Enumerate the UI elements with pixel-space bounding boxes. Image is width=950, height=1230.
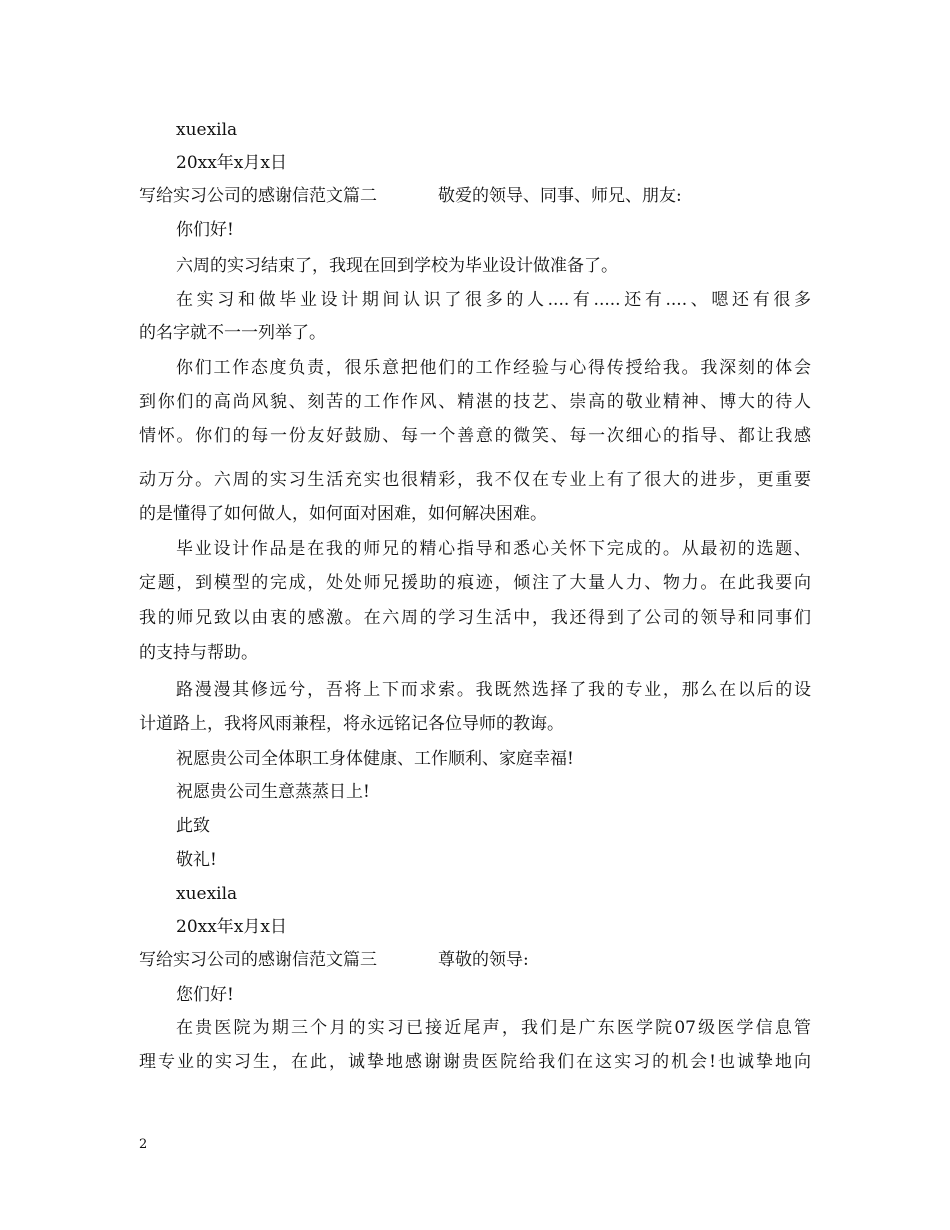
paragraph-line: 路漫漫其修远兮，吾将上下而求索。我既然选择了我的专业，那么在以后的设 <box>176 680 811 700</box>
paragraph-line: 动万分。六周的实习生活充实也很精彩，我不仅在专业上有了很大的进步，更重要 <box>139 470 811 490</box>
wish-line: 祝愿贵公司生意蒸蒸日上! <box>176 782 370 802</box>
paragraph-line: 的是懂得了如何做人，如何面对困难，如何解决困难。 <box>139 504 547 524</box>
paragraph-line: 情怀。你们的每一份友好鼓励、每一个善意的微笑、每一次细心的指导、都让我感 <box>139 426 811 446</box>
greeting: 您们好! <box>176 985 234 1005</box>
greeting: 你们好! <box>176 220 234 240</box>
paragraph-line: 理专业的实习生，在此，诚挚地感谢谢贵医院给我们在这实习的机会!也诚挚地向 <box>139 1052 811 1072</box>
section-title: 写给实习公司的感谢信范文篇三 <box>139 950 377 970</box>
signature-name: xuexila <box>176 884 238 904</box>
section-title: 写给实习公司的感谢信范文篇二 <box>139 186 377 206</box>
paragraph-line: 我的师兄致以由衷的感激。在六周的学习生活中，我还得到了公司的领导和同事们 <box>139 608 811 628</box>
paragraph-line: 计道路上，我将风雨兼程，将永远铭记各位导师的教诲。 <box>139 714 564 734</box>
paragraph-line: 毕业设计作品是在我的师兄的精心指导和悉心关怀下完成的。从最初的选题、 <box>176 539 811 559</box>
closing-line: 敬礼! <box>176 850 217 870</box>
paragraph-line: 六周的实习结束了，我现在回到学校为毕业设计做准备了。 <box>176 256 618 276</box>
paragraph-line: 在实习和做毕业设计期间认识了很多的人....有.....还有....、嗯还有很多 <box>176 290 811 310</box>
signature-date: 20xx年x月x日 <box>176 917 287 937</box>
paragraph-line: 定题，到模型的完成，处处师兄援助的痕迹，倾注了大量人力、物力。在此我要向 <box>139 573 811 593</box>
signature-date: 20xx年x月x日 <box>176 153 287 173</box>
paragraph-line: 的支持与帮助。 <box>139 643 258 663</box>
salutation: 尊敬的领导: <box>438 950 529 970</box>
page-number: 2 <box>139 1137 148 1152</box>
signature-name: xuexila <box>176 120 238 140</box>
closing-line: 此致 <box>176 816 210 836</box>
salutation: 敬爱的领导、同事、师兄、朋友: <box>438 186 682 206</box>
paragraph-line: 你们工作态度负责，很乐意把他们的工作经验与心得传授给我。我深刻的体会 <box>176 358 811 378</box>
paragraph-line: 在贵医院为期三个月的实习已接近尾声，我们是广东医学院07级医学信息管 <box>176 1018 811 1038</box>
paragraph-line: 到你们的高尚风貌、刻苦的工作作风、精湛的技艺、崇高的敬业精神、博大的待人 <box>139 392 811 412</box>
wish-line: 祝愿贵公司全体职工身体健康、工作顺利、家庭幸福! <box>176 749 574 769</box>
paragraph-line: 的名字就不一一列举了。 <box>139 323 326 343</box>
